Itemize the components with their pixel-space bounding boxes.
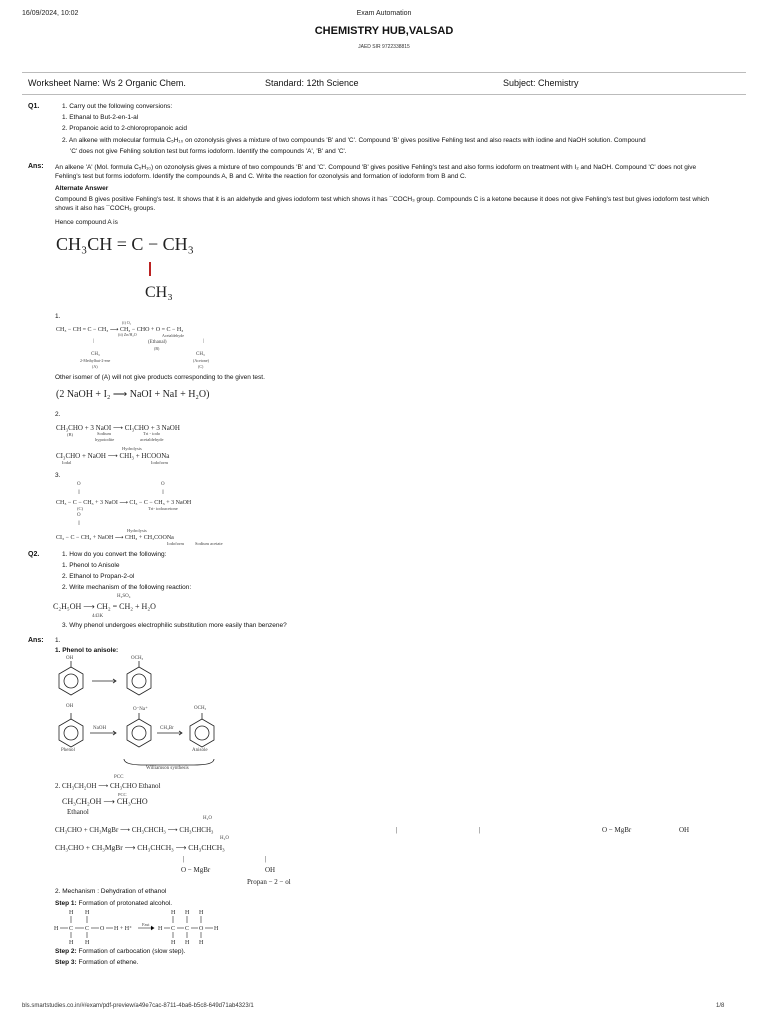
step-label: Step 2: [55,948,77,955]
ozonolysis-sub: (C) [198,364,204,369]
chem-label: OH [265,866,276,874]
eq2a: CH₃CHO + 3 NaOI ⟶ CI₃CHO + 3 NaOH [56,424,180,432]
q2-line: 1. Phenol to Anisole [62,562,120,569]
org-contact: JAED SIR 9722338815 [358,44,410,50]
step-label: Step 3: [55,959,77,966]
dehydration-reaction: C₂H₅OH ⟶ CH₂ = CH₂ + H₂O [53,602,156,611]
q2-line: 2. Ethanol to Propan-2-ol [62,573,135,580]
ans1-alt-heading: Alternate Answer [55,185,109,192]
q1-line: 1. Carry out the following conversions: [62,103,173,110]
svg-text:H: H [158,926,163,932]
ozonolysis-equation: CH₃ − CH = C − CH₃ ⟶ CH₃ − CHO + O = C − H₃ [56,327,184,333]
chem-label: H₂O [203,816,212,821]
svg-text:C: C [171,926,176,932]
app-title: Exam Automation [356,10,412,17]
chem-label: O⁻Na⁺ [133,707,148,712]
compound-a-branch: CH₃ [145,284,173,301]
svg-text:H: H [185,940,190,946]
ethanol-label: Ethanol [67,808,89,816]
eq-label: O [161,482,165,487]
eq3a: CH₃ − C − CH₃ + 3 NaOI ⟶ CI₃ − C − CH₃ + 3 NaOH [56,500,192,506]
chem-label: O − MgBr [602,826,632,834]
svg-text:H: H [69,910,74,916]
ozonolysis-sub: (Acetone) [193,358,209,363]
svg-text:H: H [171,940,176,946]
compound-a-formula: CH₃CH = C − CH₃ [56,234,194,254]
ans1-para2: Compound B gives positive Fehling's test. It shows that it is an aldehyde and gives iodoform test which shows it has ¯COCH₃ group. Compounds C is a ketone because it does not give Fehling's test but gives iodoform test which shows it also has ¯COCH₃ groups. [55,196,709,212]
chem-label: Anisole [192,748,208,753]
mechanism-heading: 2. Mechanism : Dehydration of ethanol [55,888,167,895]
footer-url: bls.smartstudies.co.in/#/exam/pdf-preview/a49e7cac-8711-4ba6-b5c8-649d71ab4323/1 [22,1003,254,1009]
protonated-alcohol-diagram [54,908,224,946]
svg-text:O: O [199,926,204,932]
eq-label: Iodoform [167,541,184,546]
ozonolysis-sub: CH₃ [91,352,100,357]
eq2b: CI₃CHO + NaOH ⟶ CHI₃ + HCOONa [56,452,170,460]
svg-text:C: C [85,926,90,932]
svg-text:H: H [199,910,204,916]
eq-label: Iodal [62,460,72,465]
svg-text:H: H [85,910,90,916]
ans1-para1: An alkene 'A' (Mol. formula C₅H₁₀) on ozonolysis gives a mixture of two compounds 'B' and 'C'. Compound 'B' gives positive Fehling's test and also forms iodoform on treatment with I₂ and NaOH. Compound 'C' does not give Fehling's test but forms iodoform. Identify the compounds A, B and C. Write the reaction for ozonolysis and formation of iodoform from B and C. [55,164,697,180]
ozonolysis-sub: CH₃ [196,352,205,357]
chem-label: OCH₃ [194,706,207,711]
q2-label: Q2. [28,551,40,558]
q2-line: 3. Why phenol undergoes electrophilic substitution more easily than benzene? [62,622,287,629]
ozonolysis-reagent: (ii) Zn/H₂O [118,332,137,337]
svg-text:C: C [185,926,190,932]
ans1-hence: Hence compound A is [55,219,118,226]
reaction-temperature: 443K [92,614,104,619]
ethanol-line: CH₃CH₂OH ⟶ CH₃CHO [62,797,148,806]
chem-label: | [396,826,398,834]
q2-line: 2. Write mechanism of the following reaction: [62,584,192,591]
print-datetime: 16/09/2024, 10:02 [22,10,79,17]
eq-label: Hydrolysis [127,528,147,533]
chem-label: CH₃Br [160,726,174,731]
worksheet-name: Worksheet Name: Ws 2 Organic Chem. [28,78,186,88]
naoi-equation: (2 NaOH + I₂ ⟶ NaOI + NaI + H₂O) [56,389,210,400]
phenol-anisole-heading: 1. Phenol to anisole: [55,647,119,654]
header-rule-top [22,72,746,73]
subject: Subject: Chemistry [503,78,579,88]
eq-label: (C) [77,506,83,511]
eq-label: Sodium acetate [195,541,223,546]
ans1-step-2: 2. [55,411,61,418]
eq-label: O [77,513,81,518]
chem-label: Williamson synthesis [146,766,189,771]
page-number: 1/8 [716,1003,725,1009]
eq-label: Tri - iodo [143,431,161,436]
q1-line: 'C' does not give Fehling solution test but forms iodoform. Identify the compounds 'A', 'B' and 'C'. [70,148,347,155]
ozonolysis-label: Acetaldehyde [162,333,184,338]
standard: Standard: 12th Science [265,78,359,88]
step-text: Formation of ethene. [76,959,139,966]
chem-label: PCC [114,775,124,780]
eq-label: O [77,482,81,487]
eq-label: acetaldehyde [140,437,164,442]
ozonolysis-label: (Ethanal) [148,340,167,345]
ozonolysis-sub: 2-Methylbut-2-ene [80,358,111,363]
chem-label: Phenol [61,748,75,753]
bond-line [149,262,151,276]
chem-label: OH [679,826,690,834]
ozonolysis-label: (B) [154,346,160,351]
ans2-step-1: 1. [55,637,61,644]
eq3b: CI₃ − C − CH₃ + NaOH ⟶ CHI₃ + CH₃COONa [56,535,174,541]
q1-label: Q1. [28,103,40,110]
eq-label: hypoiodite [95,437,115,442]
ethanol-line: 2. CH₃CH₂OH ⟶ CH₃CHO Ethanol [55,782,161,790]
chem-label: H₂O [220,836,229,841]
svg-text:C: C [69,926,74,932]
chem-label: | [479,826,481,834]
mechanism-step [55,948,185,956]
step-text: Formation of protonated alcohol. [76,900,173,907]
mechanism-step [55,900,172,908]
svg-text:H + H⁺: H + H⁺ [114,926,133,932]
ans1-step-1: 1. [55,313,61,320]
svg-text:H: H [199,940,204,946]
q1-line: 1. Ethanal to But-2-en-1-al [62,114,139,121]
eq-label: Iodoform [151,460,168,465]
ans1-label: Ans: [28,163,44,170]
phenol-anisole-diagram [54,655,224,779]
grignard-line: CH₃CHO + CH₃MgBr ⟶ CH₃CHCH₃ ⟶ CH₃CHCH₃ [55,826,214,834]
q2-line: 1. How do you convert the following: [62,551,167,558]
ans1-step-3: 3. [55,472,61,479]
mechanism-step [55,959,138,967]
header-rule-bottom [22,94,746,95]
chem-label: OCH₃ [131,656,144,661]
svg-text:H: H [54,926,59,932]
step-text: Formation of carbocation (slow step). [76,948,186,955]
eq-label: (B) [67,432,73,437]
eq-label: Tri- iodoacetone [148,506,178,511]
step-label: Step 1: [55,900,77,907]
reaction-catalyst: H₂SO₄ [117,594,131,599]
chem-label: OH [66,656,74,661]
q1-line: 2. Propanoic acid to 2-chloropropanoic acid [62,125,188,132]
eq-label: Hydrolysis [122,446,142,451]
svg-text:H: H [214,926,219,932]
ans2-label: Ans: [28,637,44,644]
chem-label: OH [66,704,74,709]
ozonolysis-sub: (A) [92,364,98,369]
propan-2-ol-label: Propan − 2 − ol [247,878,291,886]
org-title: CHEMISTRY HUB,VALSAD [314,25,454,37]
svg-text:H: H [85,940,90,946]
other-isomer-note: Other isomer of (A) will not give products corresponding to the given test. [55,374,265,381]
chem-label: NaOH [93,726,107,731]
svg-text:H: H [171,910,176,916]
svg-text:O: O [100,926,105,932]
q1-line: 2. An alkene with molecular formula C₅H₁₀ on ozonolysis gives a mixture of two compounds 'B' and 'C'. Compound 'B' gives positive Fehling test and also reacts with iodine and NaOH solution. Compound [62,137,646,144]
grignard-line: CH₃CHO + CH₃MgBr ⟶ CH₃CHCH₃ ⟶ CH₃CHCH₃ [55,843,225,852]
chem-label: O − MgBr [181,866,211,874]
ozonolysis-reagent: (i) O₃ [122,320,132,325]
chem-label: PCC [118,792,127,797]
eq-label: Sodium [97,431,112,436]
svg-text:H: H [185,910,190,916]
svg-text:H: H [69,940,74,946]
chem-label: Fast [142,922,150,927]
